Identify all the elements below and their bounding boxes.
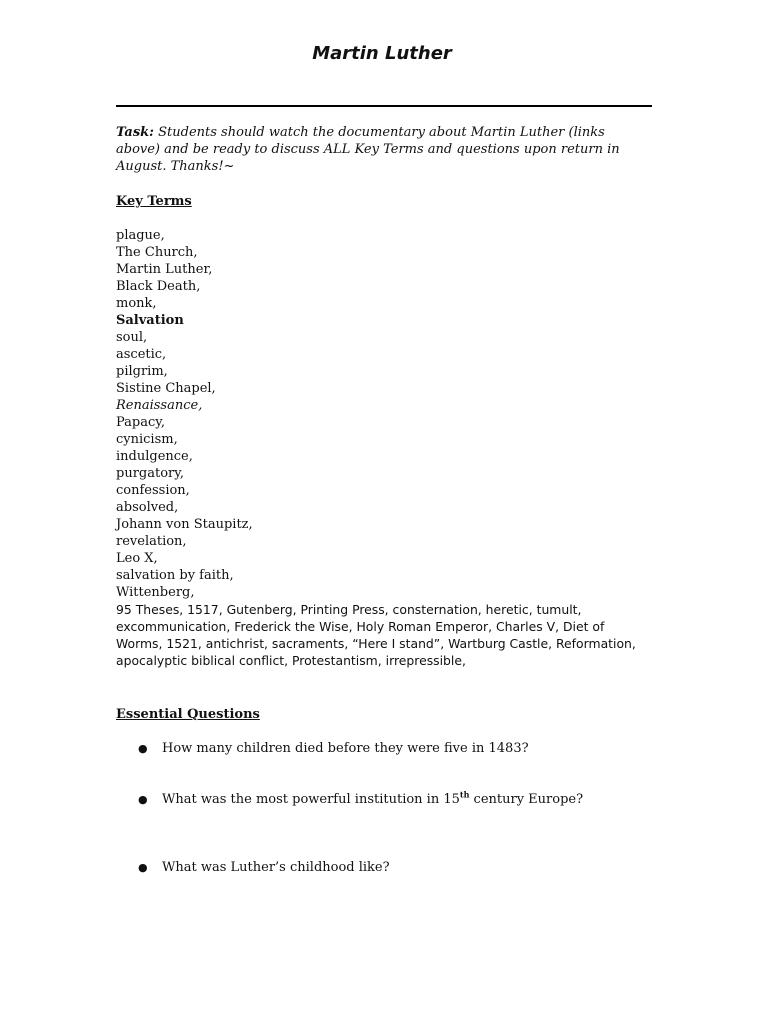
- key-term: Martin Luther,: [116, 262, 213, 277]
- key-terms-list: [116, 227, 652, 669]
- key-terms-run-on: 95 Theses, 1517, Gutenberg, Printing Press, consternation, heretic, tumult, excommunication, Frederick the Wise, Holy Roman Emperor, Charles V, Diet of Worms, 1521, antichrist, sacraments, “Here I stand”, Wartburg Castle, Reformation, apocalyptic biblical conflict, Protestantism, irrepressible,: [116, 602, 636, 668]
- key-term: confession,: [116, 483, 190, 498]
- key-term: Renaissance,: [116, 398, 203, 413]
- key-term: cynicism,: [116, 432, 178, 447]
- key-term: ascetic,: [116, 347, 167, 362]
- title-divider: [116, 105, 652, 107]
- key-term: purgatory,: [116, 466, 184, 481]
- page-title: Martin Luther: [312, 43, 452, 64]
- question-text-main: What was the most powerful institution in 15: [162, 792, 460, 807]
- key-term: plague,: [116, 228, 165, 243]
- question-text: [162, 859, 390, 876]
- key-term: Sistine Chapel,: [116, 381, 216, 396]
- key-term: absolved,: [116, 500, 179, 515]
- question-text-rest: century Europe?: [469, 792, 584, 807]
- key-term: Johann von Staupitz,: [116, 517, 253, 532]
- question-text: [162, 791, 583, 808]
- key-term: salvation by faith,: [116, 568, 234, 583]
- task-paragraph: [116, 124, 652, 175]
- task-text: Students should watch the documentary about Martin Luther (links above) and be ready to discuss ALL Key Terms and questions upon return in August. Thanks!~: [116, 125, 620, 174]
- key-term: soul,: [116, 330, 148, 345]
- bullet-icon: ●: [138, 742, 148, 755]
- key-term: Black Death,: [116, 279, 201, 294]
- key-term: The Church,: [116, 245, 198, 260]
- task-label: Task:: [116, 125, 154, 140]
- key-term: pilgrim,: [116, 364, 168, 379]
- key-term: indulgence,: [116, 449, 193, 464]
- key-terms-heading: Key Terms: [116, 194, 192, 209]
- bullet-icon: ●: [138, 861, 148, 874]
- key-term: Salvation: [116, 313, 184, 328]
- key-term: Papacy,: [116, 415, 166, 430]
- ordinal-superscript: th: [459, 789, 470, 800]
- question-text: [162, 740, 529, 757]
- bullet-icon: ●: [138, 793, 148, 806]
- key-term: monk,: [116, 296, 157, 311]
- essential-questions-heading: Essential Questions: [116, 707, 260, 722]
- question-text-main: How many children died before they were five in 1483?: [162, 741, 529, 756]
- question-text-main: What was Luther’s childhood like?: [162, 860, 390, 875]
- key-term: Wittenberg,: [116, 585, 195, 600]
- key-term: revelation,: [116, 534, 187, 549]
- key-term: Leo X,: [116, 551, 158, 566]
